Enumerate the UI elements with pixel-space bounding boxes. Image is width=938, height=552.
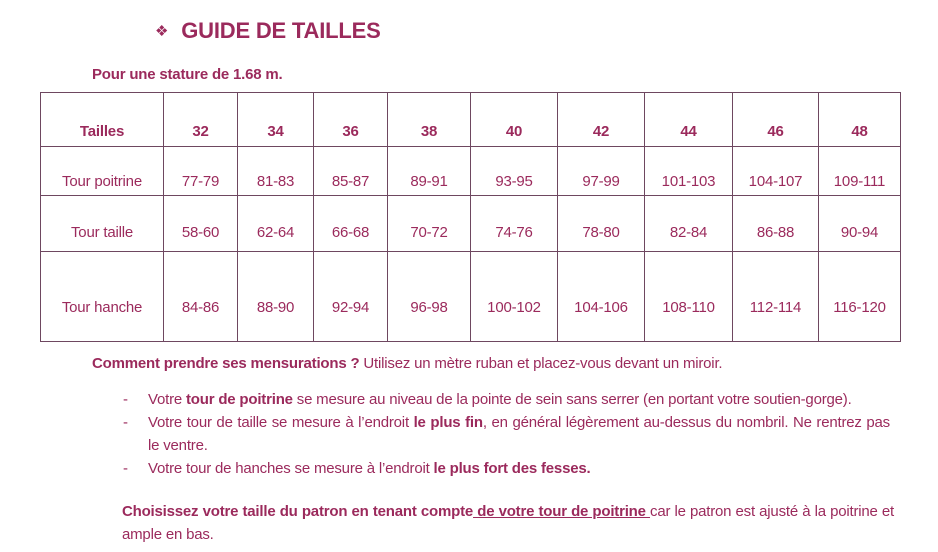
bullet-segment-bold: le plus fin [413, 414, 483, 431]
measurement-cell: 77-79 [164, 147, 238, 196]
bullet-item-hip [123, 457, 890, 480]
size-header-cell: 34 [238, 93, 314, 147]
bullet-item-waist [123, 411, 890, 457]
conclusion-paragraph [122, 500, 894, 546]
measurement-cell: 88-90 [238, 252, 314, 342]
measurement-cell: 66-68 [314, 196, 388, 252]
measurement-cell: 93-95 [471, 147, 558, 196]
table-row-bust [41, 147, 901, 196]
bullet-text [148, 457, 890, 480]
measurement-cell: 109-111 [819, 147, 901, 196]
diamond-bullet-icon: ❖ [155, 22, 169, 40]
measurement-cell: 100-102 [471, 252, 558, 342]
bullet-segment: Votre [148, 391, 186, 408]
measurement-cell: 78-80 [558, 196, 645, 252]
page-title: GUIDE DE TAILLES [181, 18, 381, 43]
size-header-cell: 38 [388, 93, 471, 147]
measurement-cell: 104-107 [733, 147, 819, 196]
measurement-cell: 112-114 [733, 252, 819, 342]
page-title-row [155, 18, 938, 44]
table-corner-cell: Tailles [41, 93, 164, 147]
bullet-segment-bold: tour de poitrine [186, 391, 293, 408]
bullet-dash: - [123, 414, 128, 431]
size-header-cell: 48 [819, 93, 901, 147]
measurement-cell: 96-98 [388, 252, 471, 342]
measurement-cell: 90-94 [819, 196, 901, 252]
measurement-cell: 92-94 [314, 252, 388, 342]
row-label: Tour hanche [41, 252, 164, 342]
measurement-cell: 70-72 [388, 196, 471, 252]
conclusion-segment: car le patron est ajusté à la poitrine et ample en bas. [122, 503, 895, 543]
size-guide-table [40, 92, 901, 342]
bullet-segment: Votre tour de hanches se mesure à l’endroit [148, 460, 434, 477]
how-to-paragraph [92, 352, 890, 375]
stature-subtitle: Pour une stature de 1.68 m. [92, 66, 283, 83]
measurement-cell: 58-60 [164, 196, 238, 252]
bullet-text [148, 411, 890, 457]
bullet-item-bust [123, 388, 890, 411]
row-label: Tour poitrine [41, 147, 164, 196]
measurement-cell: 81-83 [238, 147, 314, 196]
bullet-segment: , en général légèrement au-dessus du nombril. Ne rentrez pas le ventre. [148, 414, 890, 454]
measurement-cell: 97-99 [558, 147, 645, 196]
conclusion-segment-underline: de votre tour de poitrine [473, 503, 651, 520]
measurement-cell: 116-120 [819, 252, 901, 342]
size-header-cell: 40 [471, 93, 558, 147]
how-to-text: Utilisez un mètre ruban et placez-vous devant un miroir. [359, 355, 723, 372]
bullet-list [123, 388, 890, 480]
measurement-cell: 86-88 [733, 196, 819, 252]
measurement-cell: 108-110 [645, 252, 733, 342]
table-row-hip [41, 252, 901, 342]
measurement-cell: 104-106 [558, 252, 645, 342]
measurement-cell: 85-87 [314, 147, 388, 196]
bullet-text [148, 388, 890, 411]
measurement-cell: 74-76 [471, 196, 558, 252]
size-header-cell: 42 [558, 93, 645, 147]
table-row-waist [41, 196, 901, 252]
conclusion-segment-bold: Choisissez votre taille du patron en tenant compte [122, 503, 474, 520]
bullet-segment-bold: le plus fort des fesses. [433, 460, 591, 477]
size-header-cell: 46 [733, 93, 819, 147]
bullet-dash: - [123, 391, 128, 408]
size-header-cell: 44 [645, 93, 733, 147]
size-header-cell: 32 [164, 93, 238, 147]
table-header-row [41, 93, 901, 147]
bullet-segment: se mesure au niveau de la pointe de sein sans serrer (en portant votre soutien-gorge). [292, 391, 852, 408]
measurement-cell: 62-64 [238, 196, 314, 252]
how-to-heading: Comment prendre ses mensurations ? [92, 355, 360, 372]
measurement-cell: 82-84 [645, 196, 733, 252]
size-header-cell: 36 [314, 93, 388, 147]
bullet-dash: - [123, 460, 128, 477]
measurement-cell: 84-86 [164, 252, 238, 342]
row-label: Tour taille [41, 196, 164, 252]
measurement-cell: 101-103 [645, 147, 733, 196]
measurement-cell: 89-91 [388, 147, 471, 196]
bullet-segment: Votre tour de taille se mesure à l’endroit [148, 414, 414, 431]
